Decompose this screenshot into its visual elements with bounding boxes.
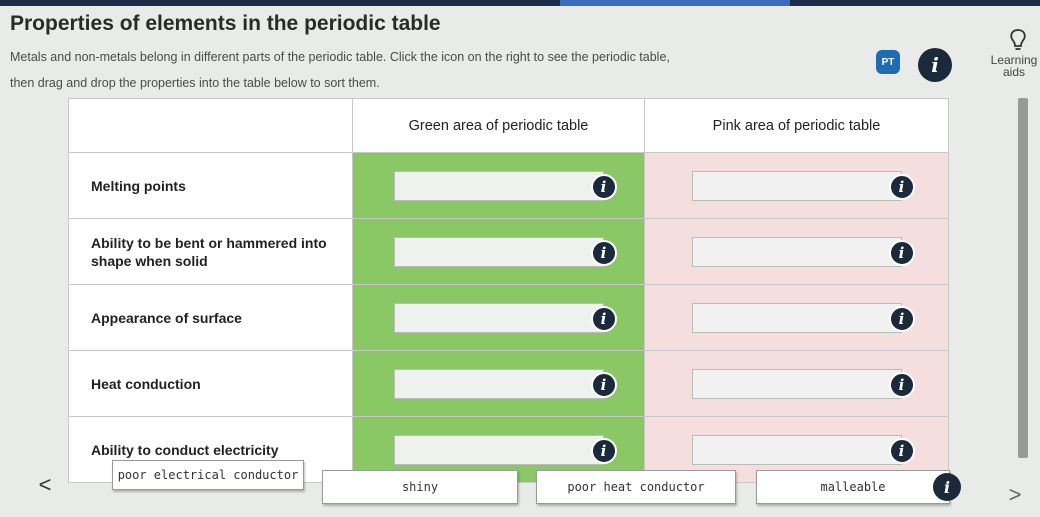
draggable-chip[interactable]: poor heat conductor: [536, 470, 736, 504]
row-label: Melting points: [69, 153, 353, 219]
green-cell: [353, 351, 645, 417]
info-icon[interactable]: i: [591, 438, 617, 464]
info-icon[interactable]: i: [591, 240, 617, 266]
table-row: [69, 351, 949, 417]
table-row: [69, 153, 949, 219]
page-title: Properties of elements in the periodic table: [10, 12, 441, 35]
info-icon[interactable]: i: [591, 306, 617, 332]
header-green-area: Green area of periodic table: [353, 99, 645, 153]
draggable-chip[interactable]: poor electrical conductor: [112, 460, 304, 490]
green-cell: [353, 219, 645, 285]
instructions-line-1: Metals and non-metals belong in different parts of the periodic table. Click the icon on the right to see the periodic table,: [10, 50, 670, 64]
header-pink-area: Pink area of periodic table: [645, 99, 949, 153]
info-icon[interactable]: i: [918, 48, 952, 82]
drop-slot[interactable]: [394, 369, 607, 399]
info-icon[interactable]: i: [889, 240, 915, 266]
sorting-table: [68, 98, 949, 483]
green-cell: [353, 153, 645, 219]
top-strip-highlight: [560, 0, 790, 6]
top-strip: [0, 0, 1040, 6]
row-label: Heat conduction: [69, 351, 353, 417]
row-label: Appearance of surface: [69, 285, 353, 351]
drop-slot[interactable]: [692, 369, 905, 399]
table-header-row: [69, 99, 949, 153]
chip-label: malleable: [820, 480, 886, 494]
pink-cell: [645, 153, 949, 219]
info-icon[interactable]: i: [591, 174, 617, 200]
pink-cell: [645, 285, 949, 351]
info-icon[interactable]: i: [889, 372, 915, 398]
draggable-chip[interactable]: shiny: [322, 470, 518, 504]
pink-cell: [645, 351, 949, 417]
pink-cell: [645, 219, 949, 285]
lightbulb-icon[interactable]: [1008, 28, 1028, 52]
drop-slot[interactable]: [394, 303, 607, 333]
row-label: Ability to be bent or hammered into shape when solid: [69, 219, 353, 285]
table-row: [69, 219, 949, 285]
draggable-items-bar: [0, 458, 1040, 517]
info-icon[interactable]: i: [889, 306, 915, 332]
chevron-left-icon[interactable]: <: [38, 472, 52, 497]
learning-aids-label[interactable]: Learning aids: [990, 53, 1038, 79]
scrollbar[interactable]: [1018, 98, 1028, 458]
instructions: [10, 44, 890, 96]
green-cell: [353, 285, 645, 351]
drop-slot[interactable]: [394, 237, 607, 267]
info-icon[interactable]: i: [933, 473, 961, 501]
info-icon[interactable]: i: [889, 438, 915, 464]
drop-slot[interactable]: [692, 303, 905, 333]
info-icon[interactable]: i: [889, 174, 915, 200]
info-icon[interactable]: i: [591, 372, 617, 398]
header-empty-cell: [69, 99, 353, 153]
table-row: [69, 285, 949, 351]
row-label: Ability to conduct electricity: [69, 417, 353, 483]
periodic-table-icon[interactable]: PT: [876, 50, 900, 74]
instructions-line-2: then drag and drop the properties into the table below to sort them.: [10, 76, 380, 90]
chevron-right-icon[interactable]: >: [1008, 482, 1022, 507]
draggable-chip[interactable]: [756, 470, 950, 504]
drop-slot[interactable]: [692, 171, 905, 201]
drop-slot[interactable]: [394, 171, 607, 201]
drop-slot[interactable]: [692, 237, 905, 267]
